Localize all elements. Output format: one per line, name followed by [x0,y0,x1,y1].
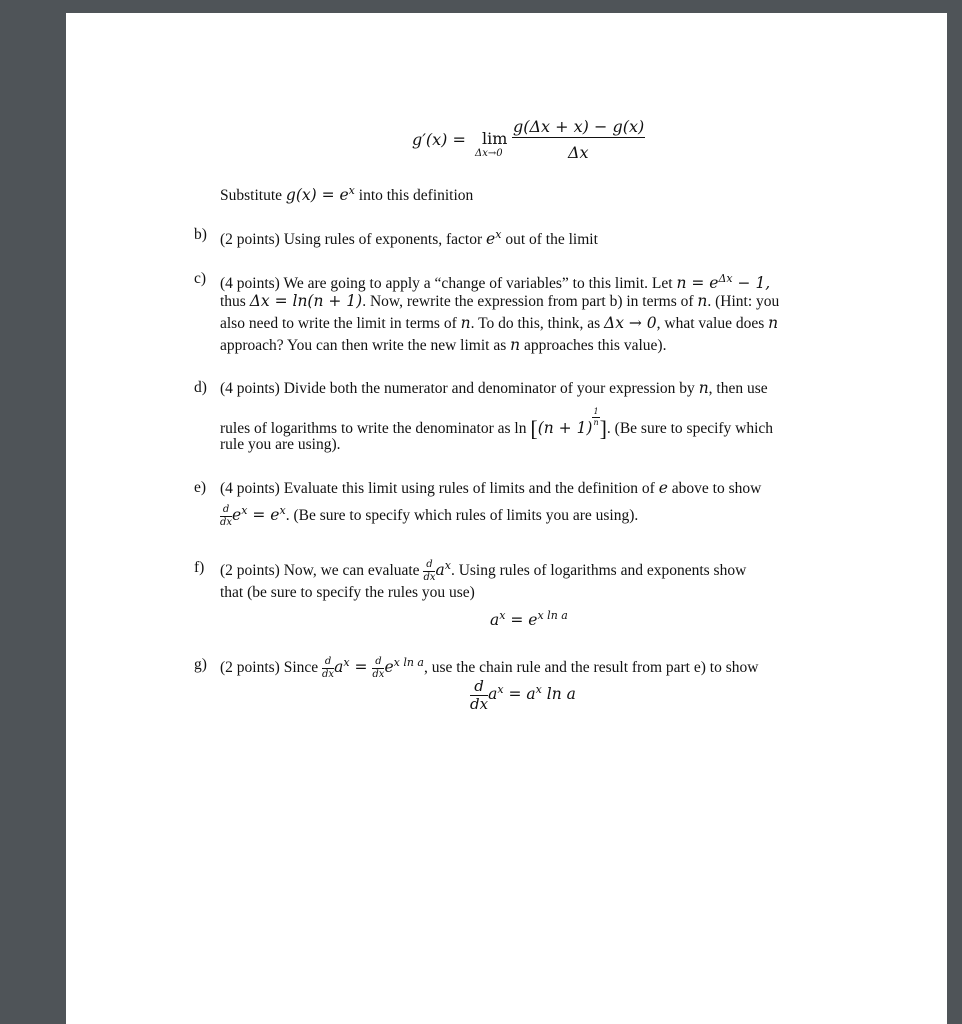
part-g-equation: $\frac{d}{dx}$ $a^x = a^x$ ln a [470,677,576,713]
part-g-label: g) [194,656,207,673]
part-f-label: f) [194,559,205,576]
part-e-line-1: (4 points) Evaluate this limit using rules of limits and the definition of e above to show [220,479,762,497]
definition-numerator: g(Δx + x) − g(x) [513,117,645,136]
part-g-line-1: (2 points) Since $\frac{d}{dx}$ $a^x$ = $\frac{d}{dx}$ $e^{x ln a}$, use the chain rule and the result from part e) to show [220,655,759,680]
substitute-text: Substitute [220,187,286,204]
lim-operator: lim [482,129,508,148]
part-c-line-3: also need to write the limit in terms of n. To do this, think, as Δx → 0, what value does n [220,314,779,332]
part-c-label: c) [194,270,207,287]
part-d-line-2: rules of logarithms to write the denominator as ln [(n + 1) $\frac{1}{n}$ ]. (Be sure to specify which [220,407,774,441]
part-e-line-2: $\frac{d}{dx}$ $e^x = e^x$. (Be sure to specify which rules of limits you are using). [220,503,639,528]
part-d-line-3: rule you are using). [220,436,341,453]
part-c-line-2: thus Δx = ln(n + 1). Now, rewrite the expression from part b) in terms of n. (Hint: you [220,292,780,310]
part-c-line-4: approach? You can then write the new limit as n approaches this value). [220,336,667,354]
part-f-equation: $a^x = e^{x ln a}$ [490,609,568,629]
part-d-line-1: (4 points) Divide both the numerator and denominator of your expression by n, then use [220,379,768,397]
definition-denominator: Δx [568,143,589,162]
definition-lhs: g′(x) = [412,130,466,149]
part-f-line-2: that (be sure to specify the rules you use) [220,584,475,601]
document-page [66,13,947,1024]
part-b-label: b) [194,226,207,243]
part-b-text: (2 points) Using rules of exponents, factor $e^x$ out of the limit [220,228,598,248]
substitute-text-end: into this definition [354,187,474,204]
part-d-label: d) [194,379,207,396]
substitute-exponent: x [348,184,355,197]
part-e-label: e) [194,479,207,496]
substitute-math: g(x) = e [285,186,349,204]
substitute-line [220,181,473,206]
lim-subscript: Δx→0 [475,148,503,159]
part-f-line-1: (2 points) Now, we can evaluate $\frac{d}{dx}$ $a^x$. Using rules of logarithms and exponents show [220,558,747,583]
part-c-line-1: (4 points) We are going to apply a “change of variables” to this limit. Let $n = e^{\Delta x} - 1$, [220,272,771,292]
